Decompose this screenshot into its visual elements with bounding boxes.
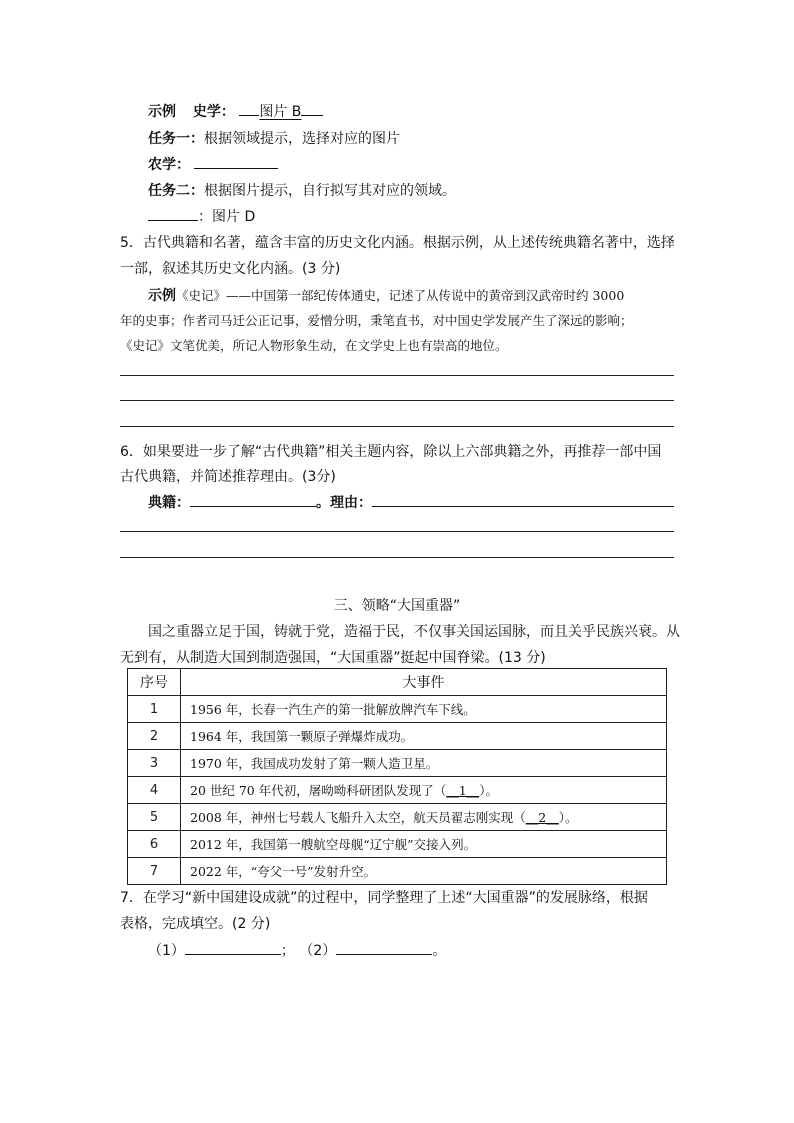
q5-example-line3: 《史记》文笔优美，所记人物形象生动，在文学史上也有崇高的地位。 <box>120 338 508 353</box>
row-event-post: ）。 <box>558 810 578 825</box>
q7-fill2-label: （2） <box>299 943 337 959</box>
q5-answer-line[interactable] <box>120 426 674 427</box>
agri-line <box>148 154 278 174</box>
example-label: 示例 <box>148 104 176 120</box>
task2-answer-line <box>148 206 255 226</box>
table-row <box>128 750 667 777</box>
q6-book-label: 典籍： <box>148 495 190 511</box>
q6-answer-line[interactable] <box>120 531 674 532</box>
row-event-pre: 20 世纪 70 年代初，屠呦呦科研团队发现了（ <box>190 783 447 798</box>
row-event <box>181 777 667 804</box>
section3-title: 三、领略“大国重器” <box>333 598 461 614</box>
q5-answer-line[interactable] <box>120 400 674 401</box>
row-event-post: ）。 <box>479 783 498 798</box>
q5-example-text1: 《史记》——中国第一部纪传体通史，记述了从传说中的黄帝到汉武帝时约 3000 <box>176 288 625 303</box>
q5-example-line2: 年的史事；作者司马迁公正记事，爱憎分明，秉笔直书，对中国史学发展产生了深远的影响； <box>120 313 633 328</box>
q7-fill1-blank[interactable] <box>185 940 281 955</box>
table-row <box>128 723 667 750</box>
q7-separator: ； <box>280 943 295 959</box>
example-field: 史学： <box>192 104 235 120</box>
table-row <box>128 696 667 723</box>
row-index: 2 <box>128 723 181 750</box>
row-event: 1956 年，长春一汽生产的第一批解放牌汽车下线。 <box>181 696 667 723</box>
q5-line1: 5．古代典籍和名著，蕴含丰富的历史文化内涵。根据示例，从上述传统典籍名著中，选择 <box>120 235 675 251</box>
task2-answer-blank[interactable] <box>148 206 198 221</box>
row-event: 1970 年，我国成功发射了第一颗人造卫星。 <box>181 750 667 777</box>
table-row <box>128 777 667 804</box>
q7-line2: 表格，完成填空。(2 分) <box>120 916 271 932</box>
q5-example-line1 <box>148 285 624 305</box>
example-line <box>148 101 323 121</box>
row-event: 2022 年，“夸父一号”发射升空。 <box>181 858 667 885</box>
q5-line2: 一部，叙述其历史文化内涵。(3 分) <box>120 261 341 277</box>
section3-intro-line2: 无到有，从制造大国到制造强国，“大国重器”挺起中国脊梁。(13 分) <box>120 650 546 666</box>
table-header-event: 大事件 <box>181 669 667 696</box>
task1-line <box>148 128 400 148</box>
table-header-index: 序号 <box>128 669 181 696</box>
q5-example-label: 示例 <box>148 288 176 304</box>
q6-line2: 古代典籍，并简述推荐理由。(3分) <box>120 469 336 485</box>
table-row <box>128 804 667 831</box>
row-index: 1 <box>128 696 181 723</box>
table-header-row <box>128 669 667 696</box>
blank-1[interactable]: __1__ <box>446 783 480 798</box>
events-table <box>127 668 667 885</box>
row-index: 7 <box>128 858 181 885</box>
example-answer: 图片 B <box>259 104 302 120</box>
agri-label: 农学： <box>148 157 190 173</box>
task2-label: 任务二： <box>148 183 204 199</box>
q6-answer-row <box>148 492 674 512</box>
task2-text: 根据图片提示，自行拟写其对应的领域。 <box>204 183 456 199</box>
q6-book-blank[interactable] <box>190 492 316 507</box>
q6-line1: 6．如果要进一步了解“古代典籍”相关主题内容，除以上六部典籍之外，再推荐一部中国 <box>120 444 662 460</box>
agri-answer-blank[interactable] <box>194 154 278 169</box>
row-event-pre: 2008 年，神州七号载人飞船升入太空，航天员翟志刚实现（ <box>190 810 526 825</box>
table-row <box>128 858 667 885</box>
row-event <box>181 804 667 831</box>
task1-text: 根据领域提示，选择对应的图片 <box>204 131 400 147</box>
row-event: 2012 年，我国第一艘航空母舰“辽宁舰”交接入列。 <box>181 831 667 858</box>
row-index: 6 <box>128 831 181 858</box>
row-index: 3 <box>128 750 181 777</box>
section3-intro-line1: 国之重器立足于国，铸就于党，造福于民，不仅事关国运国脉，而且关乎民族兴衰。从 <box>148 624 680 640</box>
row-event: 1964 年，我国第一颗原子弹爆炸成功。 <box>181 723 667 750</box>
row-index: 5 <box>128 804 181 831</box>
underline <box>301 101 323 116</box>
q6-reason-blank[interactable] <box>372 492 674 507</box>
task2-answer: ：图片 D <box>198 209 256 225</box>
blank-2[interactable]: __2__ <box>525 810 559 825</box>
q7-fill2-blank[interactable] <box>336 940 432 955</box>
q5-answer-line[interactable] <box>120 375 674 376</box>
task2-line <box>148 180 456 200</box>
q7-fill1-label: （1） <box>148 943 185 959</box>
q6-reason-label: 。理由： <box>316 495 372 511</box>
task1-label: 任务一： <box>148 131 204 147</box>
q7-end: 。 <box>432 943 447 959</box>
row-index: 4 <box>128 777 181 804</box>
underline <box>239 101 259 116</box>
q7-line1: 7．在学习“新中国建设成就”的过程中，同学整理了上述“大国重器”的发展脉络，根据 <box>120 890 648 906</box>
table-row <box>128 831 667 858</box>
q6-answer-line[interactable] <box>120 557 674 558</box>
q7-fill-row <box>148 940 446 960</box>
